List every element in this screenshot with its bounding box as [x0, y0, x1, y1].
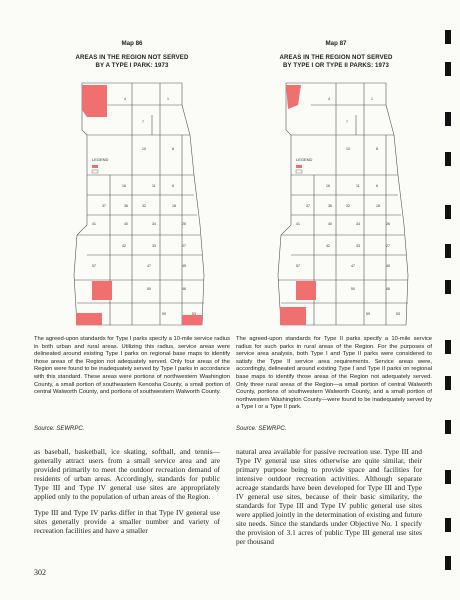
region-map-86 — [32, 75, 232, 335]
map-title-line1: AREAS IN THE REGION NOT SERVED — [279, 54, 393, 61]
binder-tab — [445, 62, 451, 76]
svg-text:41: 41 — [92, 222, 96, 226]
map-86-panel — [32, 40, 232, 335]
binder-tab — [445, 152, 451, 166]
svg-text:37: 37 — [102, 204, 106, 208]
svg-text:46: 46 — [386, 287, 390, 291]
svg-text:11: 11 — [356, 184, 360, 188]
svg-text:47: 47 — [351, 264, 355, 268]
svg-text:46: 46 — [182, 287, 186, 291]
svg-text:36: 36 — [328, 204, 332, 208]
svg-text:27: 27 — [386, 244, 390, 248]
svg-text:1: 1 — [371, 97, 373, 101]
svg-text:18: 18 — [172, 204, 176, 208]
map-label: Map 86 — [121, 40, 143, 47]
body-column-right — [236, 447, 422, 553]
svg-text:18: 18 — [376, 204, 380, 208]
svg-text:50: 50 — [147, 287, 151, 291]
binder-tab — [445, 420, 451, 434]
binder-tab — [445, 518, 451, 532]
svg-text:36: 36 — [124, 204, 128, 208]
svg-text:4: 4 — [124, 97, 126, 101]
legend-title: LEGEND — [92, 157, 109, 162]
body-paragraph: natural area available for passive recreation use. Type III and Type IV general use sites otherwise are quite similar, their primary purpose being to provide space and facilities for intensive outdoor recreation activities. Although separate acreage standards have been developed for Type III and Type IV general use sites, because of their basic similarity, the standards for Type III and Type IV public general use sites were applied jointly in the determination of existing and future site needs. Since the standards under Objective No. 1 specify the provision of 3.1 acres of public Type III general use sites per thousand — [236, 447, 422, 546]
svg-text:57: 57 — [296, 264, 300, 268]
svg-text:41: 41 — [296, 222, 300, 226]
map-87-caption: The agreed-upon standards for Type II parks specify a 10-mile service radius for such parks in rural areas of the Region. For the purposes of service area analysis, both Type I and Type II parks were considered to satisfy the Type II service area requirements. Service areas were, accordingly, delineated around existing Type I and Type II parks on regional base maps to identify those areas of the Region not adequately served. Only three rural areas of the Region—a small portion of central Walworth County, portions of southwestern Walworth County, and a small portion of northwestern Washington County—were found to be inadequately served by a Type I or a Type II park. — [236, 336, 432, 411]
svg-text:16: 16 — [326, 184, 330, 188]
svg-text:10: 10 — [142, 147, 146, 151]
map-title-line1: AREAS IN THE REGION NOT SERVED — [75, 54, 189, 61]
svg-text:32: 32 — [142, 204, 146, 208]
svg-text:16: 16 — [122, 184, 126, 188]
svg-text:27: 27 — [182, 244, 186, 248]
map-87-source: Source: SEWRPC. — [236, 426, 287, 432]
svg-text:1: 1 — [167, 97, 169, 101]
svg-text:33: 33 — [356, 244, 360, 248]
svg-text:34: 34 — [152, 222, 156, 226]
map-86-caption: The agreed-upon standards for Type I parks specify a 10-mile service radius in both urban and rural areas. Utilizing this radius, service areas were delineated around existing Type I parks on regional base maps to identify those areas of the Region not adequately served. Only four areas of the Region were found to be inadequately served by Type I parks in accordance with this standard. These areas were portions of northwestern Washington County, a small portion of southeastern Kenosha County, a small portion of central Walworth County, and portions of southwestern Walworth County. — [34, 336, 230, 396]
svg-text:8: 8 — [376, 147, 378, 151]
svg-text:59: 59 — [366, 312, 370, 316]
map-87-panel — [236, 40, 436, 335]
body-column-left — [34, 447, 220, 542]
legend-title: LEGEND — [296, 157, 313, 162]
binder-tab — [445, 30, 451, 44]
svg-text:53: 53 — [192, 312, 196, 316]
svg-text:26: 26 — [386, 222, 390, 226]
region-map-87 — [236, 75, 436, 335]
binder-tab — [445, 280, 451, 294]
binder-tab — [445, 556, 451, 570]
binder-tab — [445, 376, 451, 390]
binder-tab — [445, 470, 451, 484]
svg-text:42: 42 — [326, 244, 330, 248]
binder-tab — [445, 244, 451, 258]
map-legend — [296, 157, 313, 173]
svg-text:57: 57 — [92, 264, 96, 268]
body-paragraph: Type III and Type IV parks differ in that Type IV general use sites generally provide a smaller number and variety of recreation facilities and have a smaller — [34, 508, 220, 535]
binder-tab — [445, 205, 451, 219]
svg-text:37: 37 — [306, 204, 310, 208]
svg-text:45: 45 — [182, 264, 186, 268]
svg-text:8: 8 — [172, 147, 174, 151]
svg-text:53: 53 — [396, 312, 400, 316]
svg-text:7: 7 — [142, 120, 144, 124]
svg-text:50: 50 — [351, 287, 355, 291]
svg-text:33: 33 — [152, 244, 156, 248]
page-number: 302 — [34, 568, 46, 577]
underserved-areas — [280, 85, 316, 325]
svg-text:10: 10 — [346, 147, 350, 151]
svg-text:40: 40 — [328, 222, 332, 226]
svg-text:6: 6 — [376, 184, 378, 188]
svg-text:47: 47 — [147, 264, 151, 268]
svg-text:40: 40 — [124, 222, 128, 226]
map-label: Map 87 — [325, 40, 347, 47]
svg-text:7: 7 — [346, 120, 348, 124]
svg-text:6: 6 — [172, 184, 174, 188]
svg-text:32: 32 — [346, 204, 350, 208]
svg-text:45: 45 — [386, 264, 390, 268]
map-86-source: Source: SEWRPC. — [34, 426, 85, 432]
svg-text:42: 42 — [122, 244, 126, 248]
svg-text:4: 4 — [328, 97, 330, 101]
body-paragraph: as baseball, basketball, ice skating, softball, and tennis—generally attract users from a small service area and are provided primarily to meet the outdoor recreation demand of residents of urban areas. Accordingly, standards for public Type III and Type IV general use sites are appropriately applied only to the population of urban areas of the Region. — [34, 447, 220, 501]
map-title-line2: BY A TYPE I PARK: 1973 — [95, 62, 169, 69]
svg-text:34: 34 — [356, 222, 360, 226]
binder-tab — [445, 112, 451, 126]
svg-text:59: 59 — [162, 312, 166, 316]
svg-text:26: 26 — [182, 222, 186, 226]
map-legend — [92, 157, 109, 173]
svg-text:11: 11 — [152, 184, 156, 188]
map-title-line2: BY TYPE I OR TYPE II PARKS: 1973 — [283, 62, 389, 69]
binder-tab — [445, 340, 451, 354]
